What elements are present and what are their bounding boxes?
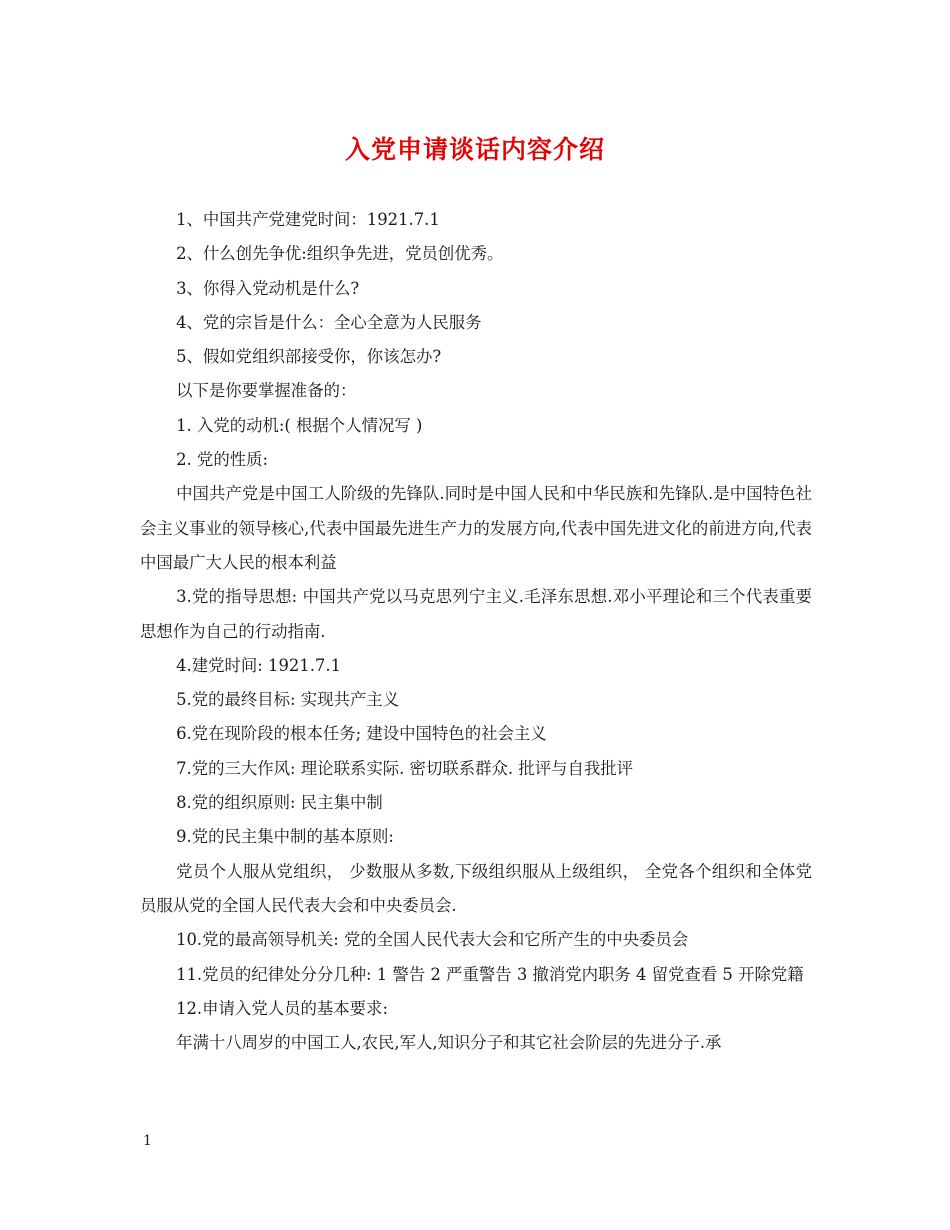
paragraph: 12.申请入党人员的基本要求: [176,998,388,1018]
paragraph: 6.党在现阶段的根本任务; 建设中国特色的社会主义 [176,724,547,744]
paragraph: 11.党员的纪律处分分几种: 1 警告 2 严重警告 3 撤消党内职务 4 留党查看 5 开除党籍 [176,964,804,984]
paragraph: 党员个人服从党组织， 少数服从多数,下级组织服从上级组织， 全党各个组织和全体党员服从党的全国人民代表大会和中央委员会. [140,861,812,915]
paragraph: 2、什么创先争优:组织争先进，党员创优秀。 [176,244,504,264]
paragraph: 4、党的宗旨是什么：全心全意为人民服务 [176,312,482,332]
paragraph: 5、假如党组织部接受你，你该怎办? [176,347,442,367]
document-title: 入党申请谈话内容介绍 [344,135,605,164]
paragraph: 8.党的组织原则: 民主集中制 [176,793,383,813]
paragraph: 以下是你要掌握准备的： [176,381,357,401]
paragraph: 10.党的最高领导机关: 党的全国人民代表大会和它所产生的中央委员会 [176,930,689,950]
paragraph: 中国共产党是中国工人阶级的先锋队.同时是中国人民和中华民族和先锋队.是中国特色社会主义事业的领导核心,代表中国最先进生产力的发展方向,代表中国先进文化的前进方向,代表中国最广大人民的根本利益 [140,484,812,572]
page-number: 1 [143,1133,152,1149]
paragraph: 4.建党时间: 1921.7.1 [176,655,342,675]
paragraph: 3、你得入党动机是什么? [176,278,360,298]
paragraph: 2. 党的性质: [176,450,269,470]
document-body [140,203,812,1060]
paragraph: 年满十八周岁的中国工人,农民,军人,知识分子和其它社会阶层的先进分子.承 [176,1033,722,1053]
paragraph: 1. 入党的动机:( 根据个人情况写 ) [176,415,423,435]
paragraph: 7.党的三大作风: 理论联系实际. 密切联系群众. 批评与自我批评 [176,758,634,778]
paragraph: 3.党的指导思想: 中国共产党以马克思列宁主义.毛泽东思想.邓小平理论和三个代表重要思想作为自己的行动指南. [140,587,812,641]
paragraph: 1、中国共产党建党时间：1921.7.1 [176,210,440,229]
paragraph: 5.党的最终目标: 实现共产主义 [176,690,400,710]
paragraph: 9.党的民主集中制的基本原则: [176,827,394,847]
